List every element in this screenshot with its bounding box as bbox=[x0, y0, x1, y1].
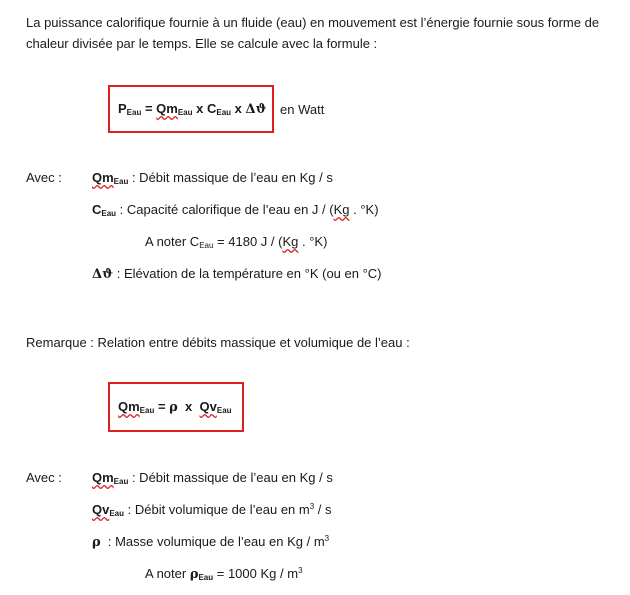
qv-def-text: : Débit volumique de l’eau en m bbox=[124, 502, 310, 517]
c-value-note bbox=[145, 234, 327, 250]
c-definition bbox=[92, 202, 379, 218]
delta-def-text: : Elévation de la température en °K (ou en °C) bbox=[113, 266, 382, 281]
times-sign-2: x bbox=[231, 101, 246, 116]
qm-def-symbol: Qm bbox=[92, 170, 114, 185]
c-def-text: : Capacité calorifique de l’eau en J / ( bbox=[116, 202, 334, 217]
rho-note-exponent: 3 bbox=[298, 566, 303, 575]
flow-qm-symbol: Qm bbox=[118, 399, 140, 414]
power-formula-box bbox=[108, 85, 274, 133]
rho-note-symbol: ρ bbox=[189, 567, 199, 582]
rho-symbol: ρ bbox=[169, 400, 178, 415]
qm-definition-1 bbox=[92, 170, 333, 186]
c-def-text-end: . °K) bbox=[349, 202, 379, 217]
flow-qv-subscript: Eau bbox=[216, 406, 232, 415]
qv-def-tail: / s bbox=[314, 502, 332, 517]
c-symbol: C bbox=[206, 101, 217, 116]
delta-definition bbox=[92, 266, 382, 282]
remark-text: Remarque : Relation entre débits massique et volumique de l’eau : bbox=[26, 335, 410, 350]
power-unit: en Watt bbox=[280, 102, 325, 117]
kg-word-2: Kg bbox=[282, 234, 299, 249]
c-subscript: Eau bbox=[216, 108, 232, 117]
flow-formula-box bbox=[108, 382, 244, 432]
c-def-symbol: C bbox=[92, 202, 102, 217]
qm-def2-symbol: Qm bbox=[92, 470, 114, 485]
c-note-subscript: Eau bbox=[199, 241, 214, 250]
flow-formula bbox=[118, 399, 232, 415]
rho-def-symbol: ρ bbox=[92, 535, 101, 550]
delta-theta-symbol: Δϑ bbox=[245, 102, 267, 117]
rho-note-prefix: A noter bbox=[145, 566, 190, 581]
rho-exponent: 3 bbox=[324, 534, 330, 543]
qm-symbol: Qm bbox=[156, 101, 178, 116]
qm-def2-subscript: Eau bbox=[113, 477, 129, 486]
power-subscript: Eau bbox=[126, 108, 142, 117]
times-sign: x bbox=[192, 101, 207, 116]
qv-definition bbox=[92, 502, 332, 518]
avec-label-2: Avec : bbox=[26, 470, 62, 485]
qm-def-subscript: Eau bbox=[113, 177, 129, 186]
qm-def-text: : Débit massique de l’eau en Kg / s bbox=[128, 170, 333, 185]
kg-word: Kg bbox=[333, 202, 350, 217]
delta-def-symbol: Δϑ bbox=[92, 267, 114, 282]
flow-qv-symbol: Qv bbox=[199, 399, 217, 414]
power-formula bbox=[118, 101, 267, 117]
qv-exponent: 3 bbox=[309, 502, 315, 511]
c-note-value: = 4180 J / ( bbox=[213, 234, 283, 249]
c-note-end: . °K) bbox=[298, 234, 328, 249]
c-note-prefix: A noter C bbox=[145, 234, 200, 249]
qv-def-symbol: Qv bbox=[92, 502, 110, 517]
qv-def-subscript: Eau bbox=[109, 509, 125, 518]
qm-def2-text: : Débit massique de l’eau en Kg / s bbox=[128, 470, 333, 485]
rho-note-subscript: Eau bbox=[198, 573, 214, 582]
rho-value-note bbox=[145, 566, 303, 582]
rho-note-value: = 1000 Kg / m bbox=[213, 566, 299, 581]
qm-subscript: Eau bbox=[177, 108, 193, 117]
flow-times: x bbox=[177, 399, 200, 414]
rho-def-text: : Masse volumique de l’eau en Kg / m bbox=[100, 534, 325, 549]
power-symbol: P bbox=[118, 101, 127, 116]
c-def-subscript: Eau bbox=[101, 209, 117, 218]
flow-equals: = bbox=[154, 399, 170, 414]
intro-paragraph: La puissance calorifique fournie à un fluide (eau) en mouvement est l’énergie fournie sous forme de chaleur divisée par le temps. Elle se calcule avec la formule : bbox=[26, 15, 600, 51]
rho-definition bbox=[92, 534, 329, 550]
flow-qm-subscript: Eau bbox=[139, 406, 155, 415]
equals-sign: = bbox=[141, 101, 157, 116]
qm-definition-2 bbox=[92, 470, 333, 486]
avec-label-1: Avec : bbox=[26, 170, 62, 185]
